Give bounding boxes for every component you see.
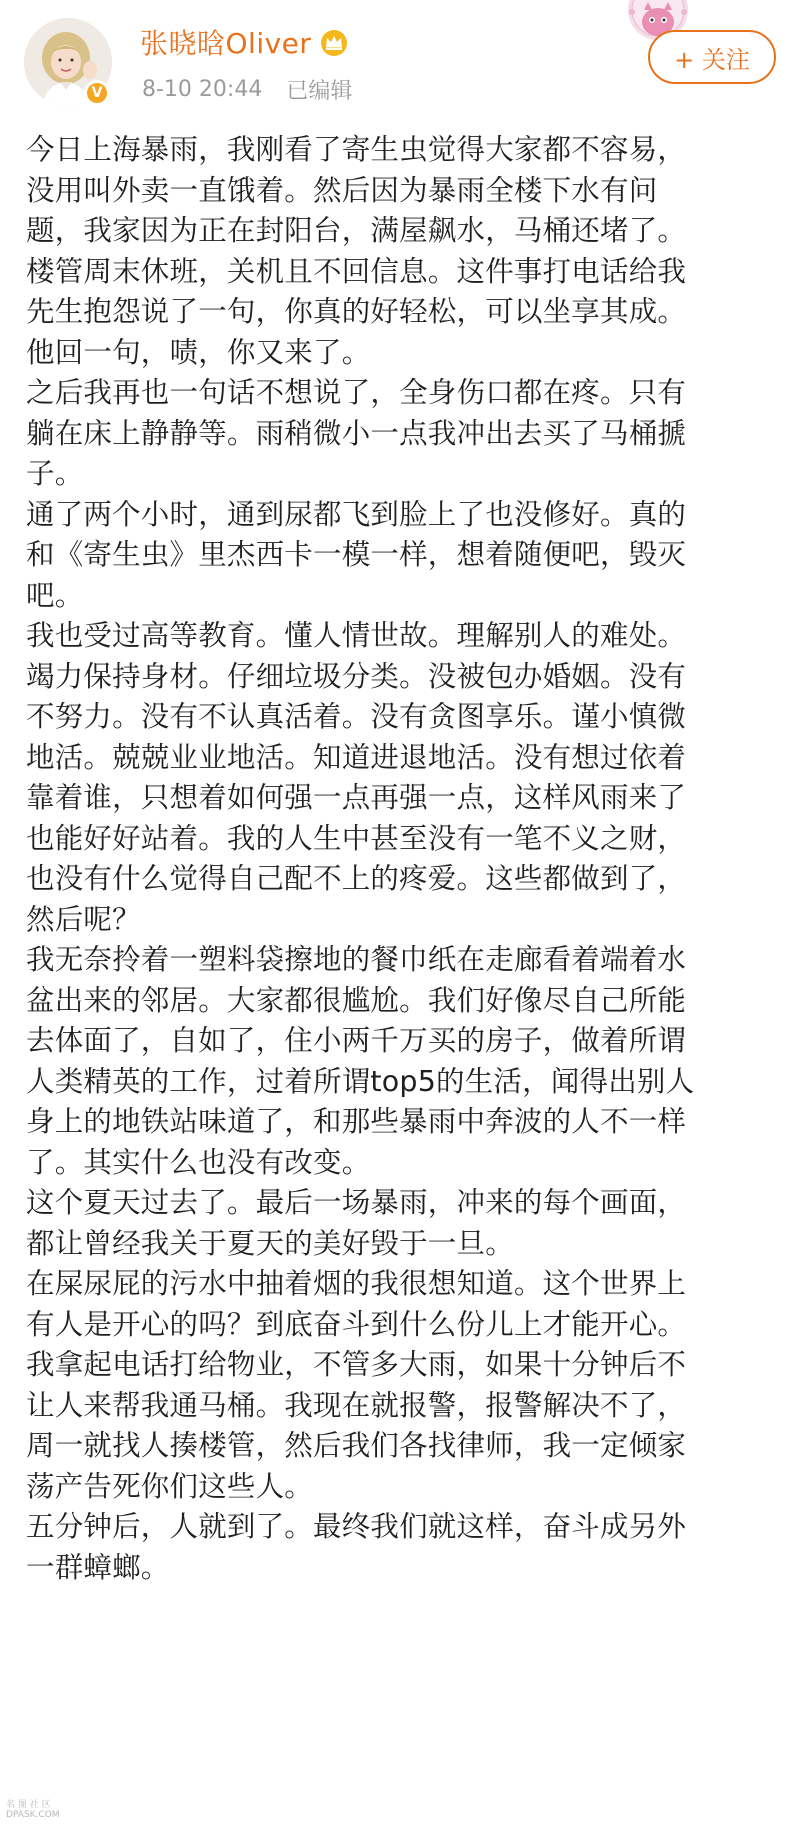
edited-label: 已编辑 <box>286 79 353 104</box>
username-row <box>140 22 349 62</box>
post-header <box>0 0 800 120</box>
post-body <box>26 130 778 1588</box>
post-paragraph: 五分钟后，人就到了。最终我们就这样，奋斗成另外 一群蟑螂。 <box>26 1510 687 1584</box>
post-paragraph: 我拿起电话打给物业，不管多大雨，如果十分钟后不 让人来帮我通马桶。我现在就报警，报警解决不了， 周一就找人揍楼管，然后我们各找律师，我一定倾家 荡产告死你们这些人。 <box>26 1348 687 1503</box>
verified-badge-icon: V <box>84 80 110 106</box>
crown-icon <box>319 28 349 56</box>
username[interactable]: 张晓晗Oliver <box>140 27 312 60</box>
post-paragraph: 我无奈拎着一塑料袋擦地的餐巾纸在走廊看着端着水 盆出来的邻居。大家都很尴尬。我们好像尽自己所能 去体面了，自如了，住小两千万买的房子，做着所谓 人类精英的工作，过着所谓top5的生活，闻得出别人 身上的地铁站味道了，和那些暴雨中奔波的人不一样 了。其实什么也没有改变。 <box>26 943 695 1179</box>
post-paragraph: 我也受过高等教育。懂人情世故。理解别人的难处。 竭力保持身材。仔细垃圾分类。没被包办婚姻。没有 不努力。没有不认真活着。没有贪图享乐。谨小慎微 地活。兢兢业业地活。知道进退地活。没有想过依着 靠着谁，只想着如何强一点再强一点，这样风雨来了 也能好好站着。我的人生中甚至没有一笔不义之财， 也没有什么觉得自己配不上的疼爱。这些都做到了， 然后呢？ <box>26 619 687 936</box>
watermark-line: DPASK.COM <box>6 1810 60 1820</box>
follow-button[interactable]: + 关注 <box>648 30 776 84</box>
post-paragraph: 通了两个小时，通到尿都飞到脸上了也没修好。真的 和《寄生虫》里杰西卡一模一样，想着随便吧，毁灭 吧。 <box>26 497 687 612</box>
post-paragraph: 之后我再也一句话不想说了，全身伤口都在疼。只有 躺在床上静静等。雨稍微小一点我冲出去买了马桶搋 子。 <box>26 376 687 490</box>
watermark <box>6 1800 66 1826</box>
post-timestamp: 8-10 20:44 <box>142 77 263 102</box>
post-paragraph: 今日上海暴雨，我刚看了寄生虫觉得大家都不容易， 没用叫外卖一直饿着。然后因为暴雨全楼下水有问 题，我家因为正在封阳台，满屋飙水，马桶还堵了。 楼管周末休班，关机且不回信息。这件事打电话给我 先生抱怨说了一句，你真的好轻松，可以坐享其成。 他回一句，啧，你又来了。 <box>26 133 687 369</box>
post-paragraph: 这个夏天过去了。最后一场暴雨，冲来的每个画面， 都让曾经我关于夏天的美好毁于一旦。 <box>26 1186 687 1260</box>
post-paragraph: 在屎尿屁的污水中抽着烟的我很想知道。这个世界上 有人是开心的吗？到底奋斗到什么份儿上才能开心。 <box>26 1267 687 1341</box>
post-meta <box>142 74 352 105</box>
watermark-line: 名 图 社 区 <box>6 1800 51 1810</box>
